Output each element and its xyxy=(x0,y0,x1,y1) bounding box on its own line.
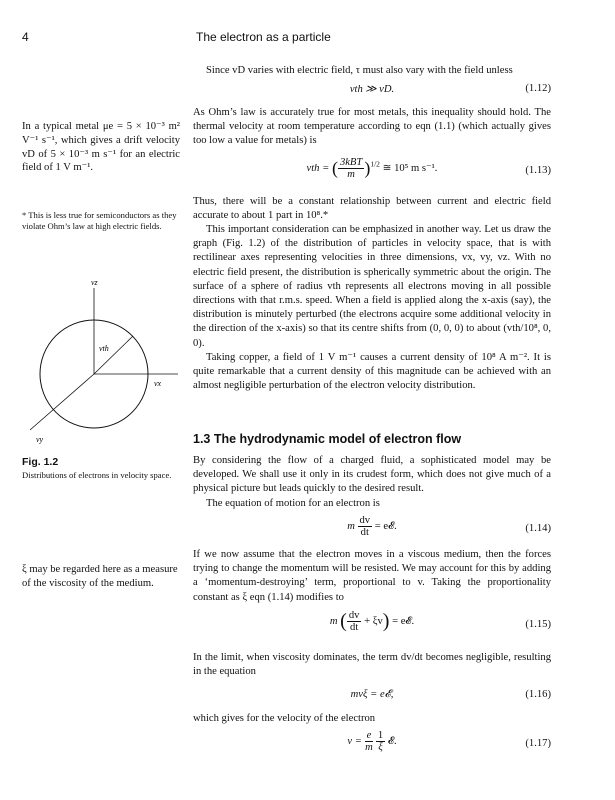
equation-1-13: vth = ( $\frac{\text{3kBT}}{m}$ )$^{1/2}$ ≅ 10⁵ m s⁻¹. (1.13) xyxy=(306,157,551,180)
paragraph-thus: Thus, there will be a constant relationship between current and electric field accurate to about 1 part in 10⁸.* xyxy=(193,196,551,222)
margin-note-metal: In a typical metal μe = 5 × 10⁻³ m² V⁻¹ s⁻¹, which gives a drift velocity vD of 5 × 10⁻³ m s⁻¹ for an electric field of 1 V m⁻¹. xyxy=(22,121,180,174)
label-vth: vth xyxy=(99,344,109,353)
equation-1-15: m ( $\frac{dv}{dt}$ + ξv) = e𝓔. (1.15) xyxy=(329,610,551,633)
equation-number: (1.12) xyxy=(525,83,551,94)
section-heading: 1.3 The hydrodynamic model of electron flow xyxy=(193,432,462,446)
label-vy: vy xyxy=(36,435,44,444)
equation-1-17: v = $\frac{e}{m}$ $\frac{1}{\xi}$ 𝓔. (1.17) xyxy=(347,730,551,753)
equation-1-14: m $\frac{dv}{dt}$ = e𝓔. (1.14) xyxy=(347,515,551,538)
paragraph-flow: By considering the flow of a charged fluid, a sophisticated model may be developed. We shall use it only in its crudest form, which does not give much of a physical picture but leads quickly to the desired result. xyxy=(193,455,551,495)
footnote: * This is less true for semiconductors as they violate Ohm’s law at high electric fields. xyxy=(22,210,177,231)
velocity-space-figure xyxy=(20,280,180,450)
running-head: The electron as a particle xyxy=(196,30,331,44)
equation-1-12 xyxy=(193,83,551,99)
label-vx: vx xyxy=(154,379,162,388)
figure-caption: Distributions of electrons in velocity space. xyxy=(22,470,172,480)
page-number: 4 xyxy=(22,30,29,44)
equation-number: (1.17) xyxy=(525,738,551,749)
margin-note-xi: ξ may be regarded here as a measure of the viscosity of the medium. xyxy=(22,564,178,589)
paragraph-limit: In the limit, when viscosity dominates, the term dv/dt becomes negligible, resulting in the equation xyxy=(193,652,551,678)
paragraph-viscous: If we now assume that the electron moves in a viscous medium, then the forces trying to change the momentum will be resisted. We may account for this by adding a ‘momentum-destroying’ term, proportional to v. Taking the proportionality constant as ξ eqn (1.14) modifies to xyxy=(193,549,551,603)
equation-1-16: mvξ = e𝓔, (1.16) xyxy=(350,689,551,700)
y-axis xyxy=(30,374,94,430)
figure-label: Fig. 1.2 xyxy=(22,456,59,468)
paragraph-ohm: As Ohm’s law is accurately true for most metals, this inequality should hold. The thermal velocity at room temperature according to eqn (1.1) (which actually gives too low a value for metals) is xyxy=(193,107,551,147)
label-vz: vz xyxy=(91,280,98,287)
paragraph-motion: The equation of motion for an electron is xyxy=(206,498,380,509)
paragraph-gives: which gives for the velocity of the electron xyxy=(193,713,376,724)
equation-number: (1.14) xyxy=(525,523,551,534)
paragraph-intro: Since vD varies with electric field, τ must also vary with the field unless xyxy=(206,65,513,76)
equation-number: (1.13) xyxy=(525,165,551,176)
paragraph-important: This important consideration can be emphasized in another way. Let us draw the graph (Fig. 1.2) of the distribution of particles in velocity space, that is with rectilinear axes representing velocities in three dimensions, vx, vy, vz. With no electric field present, the distribution is spherically symmetric about the origin. The surface of a sphere of radius vth represents all electrons moving in all possible directions with that r.m.s. speed. When a field is applied along the x-axis (say), the distribution is minutely perturbed (the electrons acquire some additional velocity in the direction of the x-axis) so that its centre shifts from (0, 0, 0) to about (vth/10⁸, 0, 0). xyxy=(193,224,551,349)
equation-number: (1.15) xyxy=(525,619,551,630)
equation-expr: vth ≫ vD. xyxy=(349,84,395,95)
equation-number: (1.16) xyxy=(525,689,551,700)
radius-line xyxy=(94,336,133,374)
paragraph-copper: Taking copper, a field of 1 V m⁻¹ causes a current density of 10⁸ A m⁻². It is quite remarkable that a current density of this magnitude can be achieved with an almost negligible perturbation of the electron velocity distribution. xyxy=(193,352,551,392)
